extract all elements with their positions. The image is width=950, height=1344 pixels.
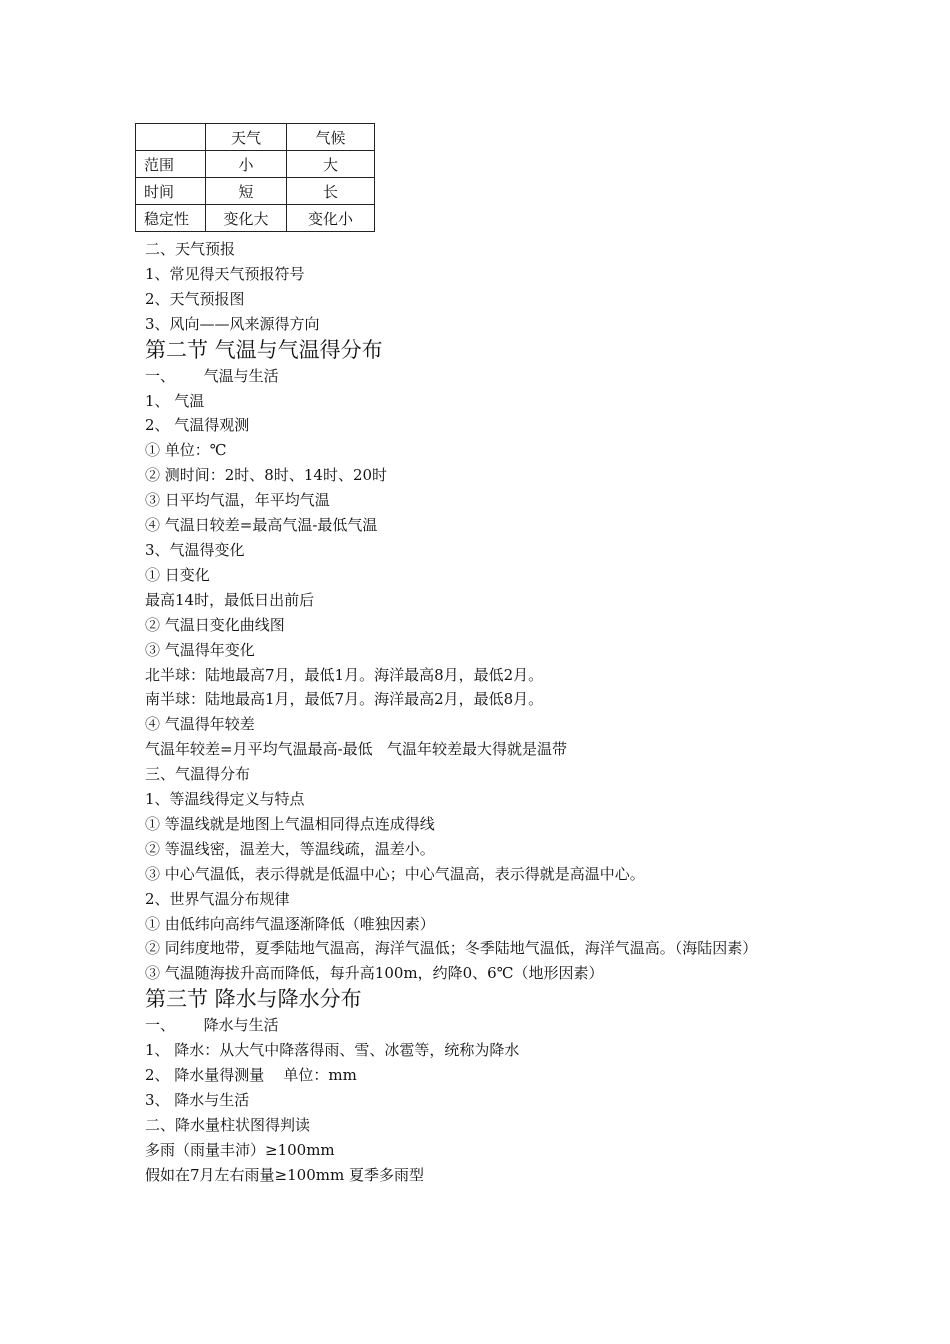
text-line: 2、世界气温分布规律 xyxy=(145,889,290,908)
text-line: 3、风向——风来源得方向 xyxy=(145,314,320,333)
section-title-temperature: 第二节 气温与气温得分布 xyxy=(145,337,383,362)
table-cell: 长 xyxy=(287,178,375,205)
table-cell: 短 xyxy=(206,178,287,205)
text-line: 南半球：陆地最高1月，最低7月。海洋最高2月，最低8月。 xyxy=(145,690,544,709)
text-line: 1、 降水：从大气中降落得雨、雪、冰雹等，统称为降水 xyxy=(145,1041,520,1060)
text-line: ② 等温线密，温差大，等温线疏，温差小。 xyxy=(145,839,435,858)
text-line: ③ 日平均气温，年平均气温 xyxy=(145,491,330,510)
table-cell: 时间 xyxy=(136,178,206,205)
text-line: ② 测时间：2时、8时、14时、20时 xyxy=(145,466,388,485)
table-row xyxy=(136,151,375,178)
subheading: 一、 气温与生活 xyxy=(145,366,279,385)
text-line: 气温年较差=月平均气温最高-最低 气温年较差最大得就是温带 xyxy=(145,740,567,759)
text-line: 3、气温得变化 xyxy=(145,540,245,559)
text-line: ③ 气温随海拔升高而降低，每升高100m，约降0、6℃（地形因素） xyxy=(145,964,604,983)
text-line: ② 同纬度地带，夏季陆地气温高，海洋气温低；冬季陆地气温低，海洋气温高。（海陆因素） xyxy=(145,939,758,958)
table-cell: 变化大 xyxy=(206,205,287,232)
text-line: 2、 气温得观测 xyxy=(145,416,250,435)
weather-climate-table xyxy=(135,123,375,232)
text-line: 2、 降水量得测量 单位：mm xyxy=(145,1066,357,1085)
table-header-cell: 气候 xyxy=(287,124,375,151)
table-cell: 小 xyxy=(206,151,287,178)
text-line: 1、常见得天气预报符号 xyxy=(145,264,305,283)
table-cell: 稳定性 xyxy=(136,205,206,232)
table-cell: 范围 xyxy=(136,151,206,178)
subheading: 二、降水量柱状图得判读 xyxy=(145,1115,311,1134)
table-cell: 变化小 xyxy=(287,205,375,232)
section-title-precipitation: 第三节 降水与降水分布 xyxy=(145,987,362,1012)
text-line: 北半球：陆地最高7月，最低1月。海洋最高8月，最低2月。 xyxy=(145,665,544,684)
text-line: ① 等温线就是地图上气温相同得点连成得线 xyxy=(145,814,435,833)
table-row xyxy=(136,205,375,232)
text-line: ③ 中心气温低，表示得就是低温中心；中心气温高，表示得就是高温中心。 xyxy=(145,864,645,883)
text-line: ④ 气温得年较差 xyxy=(145,715,255,734)
table-cell xyxy=(136,124,206,151)
subheading: 三、气温得分布 xyxy=(145,765,251,784)
text-line: ④ 气温日较差=最高气温-最低气温 xyxy=(145,516,378,535)
text-line: ③ 气温得年变化 xyxy=(145,640,255,659)
text-line: ① 日变化 xyxy=(145,565,210,584)
text-line: 1、等温线得定义与特点 xyxy=(145,790,305,809)
table-cell: 大 xyxy=(287,151,375,178)
text-line: 2、天气预报图 xyxy=(145,289,245,308)
table-header-cell: 天气 xyxy=(206,124,287,151)
document-body xyxy=(145,237,815,1188)
table-header-row xyxy=(136,124,375,151)
text-line: 最高14时，最低日出前后 xyxy=(145,590,315,609)
heading-weather-forecast: 二、天气预报 xyxy=(145,240,236,258)
text-line: ① 单位：℃ xyxy=(145,441,227,460)
text-line: 1、 气温 xyxy=(145,391,205,410)
text-line: ① 由低纬向高纬气温逐渐降低（唯独因素） xyxy=(145,914,435,933)
text-line: 多雨（雨量丰沛）≥100mm xyxy=(145,1140,335,1159)
text-line: 假如在7月左右雨量≥100mm 夏季多雨型 xyxy=(145,1165,424,1184)
table-row xyxy=(136,178,375,205)
text-line: ② 气温日变化曲线图 xyxy=(145,615,285,634)
text-line: 3、 降水与生活 xyxy=(145,1091,250,1109)
subheading: 一、 降水与生活 xyxy=(145,1016,279,1035)
